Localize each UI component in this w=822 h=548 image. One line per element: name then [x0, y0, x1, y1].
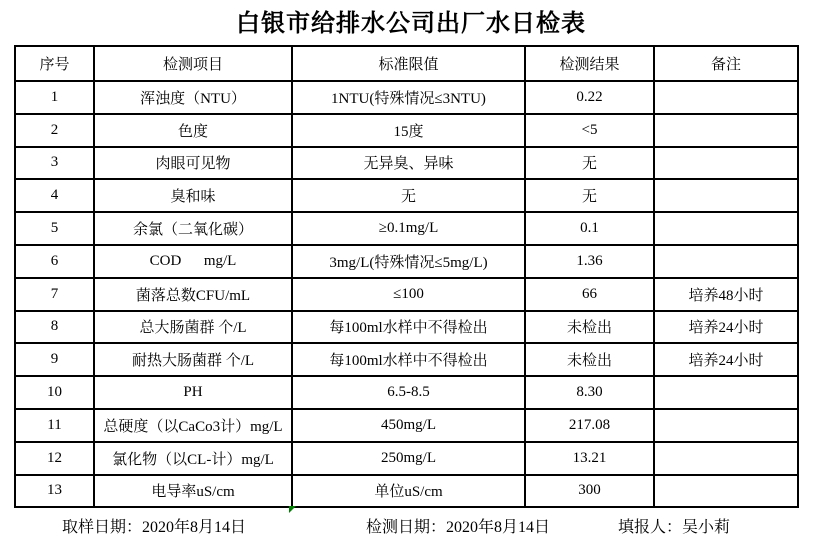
cell-serial[interactable]: 13 — [15, 475, 94, 508]
cell-remark[interactable] — [654, 81, 798, 114]
cell-serial[interactable]: 9 — [15, 343, 94, 376]
cell-result[interactable]: 217.08 — [525, 409, 654, 442]
cell-serial[interactable]: 1 — [15, 81, 94, 114]
cell-item[interactable]: 菌落总数CFU/mL — [94, 278, 292, 311]
cell-result[interactable]: <5 — [525, 114, 654, 147]
col-header-result[interactable]: 检测结果 — [525, 46, 654, 81]
cell-serial[interactable]: 7 — [15, 278, 94, 311]
cell-serial[interactable]: 3 — [15, 147, 94, 180]
table-row — [15, 343, 798, 376]
cell-item[interactable]: 臭和味 — [94, 179, 292, 212]
table-row — [15, 475, 798, 508]
cell-item[interactable]: 余氯（二氧化碳） — [94, 212, 292, 245]
table-row — [15, 245, 798, 278]
cell-item[interactable]: 色度 — [94, 114, 292, 147]
cell-serial[interactable]: 8 — [15, 311, 94, 344]
cell-remark[interactable] — [654, 376, 798, 409]
cell-limit[interactable]: 15度 — [292, 114, 525, 147]
table-row — [15, 278, 798, 311]
cell-result[interactable]: 300 — [525, 475, 654, 508]
cell-result[interactable]: 未检出 — [525, 343, 654, 376]
col-header-serial[interactable]: 序号 — [15, 46, 94, 81]
cell-limit[interactable]: 每100ml水样中不得检出 — [292, 311, 525, 344]
col-header-remark[interactable]: 备注 — [654, 46, 798, 81]
cell-item[interactable]: COD mg/L — [94, 245, 292, 278]
table-row — [15, 442, 798, 475]
cell-limit[interactable]: 450mg/L — [292, 409, 525, 442]
cell-limit[interactable]: 250mg/L — [292, 442, 525, 475]
table-row — [15, 147, 798, 180]
cell-limit[interactable]: 单位uS/cm — [292, 475, 525, 508]
cell-result[interactable]: 0.1 — [525, 212, 654, 245]
cell-result[interactable]: 66 — [525, 278, 654, 311]
table-row — [15, 81, 798, 114]
cell-serial[interactable]: 10 — [15, 376, 94, 409]
cell-limit[interactable]: ≥0.1mg/L — [292, 212, 525, 245]
cell-remark[interactable] — [654, 442, 798, 475]
cell-limit[interactable]: ≤100 — [292, 278, 525, 311]
cell-result[interactable]: 8.30 — [525, 376, 654, 409]
reporter-label: 填报人：吴小莉 — [618, 519, 731, 536]
table-row — [15, 114, 798, 147]
cell-remark[interactable]: 培养24小时 — [654, 343, 798, 376]
cell-item[interactable]: 总硬度（以CaCo3计）mg/L — [94, 409, 292, 442]
cell-result[interactable]: 13.21 — [525, 442, 654, 475]
cell-serial[interactable]: 2 — [15, 114, 94, 147]
cell-limit[interactable]: 无 — [292, 179, 525, 212]
cell-item[interactable]: 浑浊度（NTU） — [94, 81, 292, 114]
cell-result[interactable]: 未检出 — [525, 311, 654, 344]
col-header-limit[interactable]: 标准限值 — [292, 46, 525, 81]
cell-serial[interactable]: 12 — [15, 442, 94, 475]
cell-limit[interactable]: 6.5-8.5 — [292, 376, 525, 409]
table-row — [15, 179, 798, 212]
cell-remark[interactable] — [654, 212, 798, 245]
cell-serial[interactable]: 11 — [15, 409, 94, 442]
cell-item[interactable]: 电导率uS/cm — [94, 475, 292, 508]
sampling-date-label: 取样日期：2020年8月14日 — [62, 519, 247, 536]
cell-serial[interactable]: 6 — [15, 245, 94, 278]
col-header-item[interactable]: 检测项目 — [94, 46, 292, 81]
cell-remark[interactable] — [654, 114, 798, 147]
table-row — [15, 376, 798, 409]
page-title: 白银市给排水公司出厂水日检表 — [236, 11, 586, 37]
table-row — [15, 212, 798, 245]
cell-result[interactable]: 0.22 — [525, 81, 654, 114]
cell-remark[interactable]: 培养24小时 — [654, 311, 798, 344]
cell-result[interactable]: 无 — [525, 179, 654, 212]
footer-row — [0, 514, 822, 538]
cell-remark[interactable] — [654, 179, 798, 212]
cell-limit[interactable]: 1NTU(特殊情况≤3NTU) — [292, 81, 525, 114]
cell-limit[interactable]: 无异臭、异味 — [292, 147, 525, 180]
cell-item[interactable]: PH — [94, 376, 292, 409]
cell-item[interactable]: 氯化物（以CL-计）mg/L — [94, 442, 292, 475]
cell-limit[interactable]: 每100ml水样中不得检出 — [292, 343, 525, 376]
cell-item[interactable]: 肉眼可见物 — [94, 147, 292, 180]
cell-serial[interactable]: 5 — [15, 212, 94, 245]
table-row — [15, 311, 798, 344]
cell-remark[interactable]: 培养48小时 — [654, 278, 798, 311]
table-row — [15, 409, 798, 442]
cell-result[interactable]: 无 — [525, 147, 654, 180]
cell-remark[interactable] — [654, 475, 798, 508]
cell-remark[interactable] — [654, 147, 798, 180]
cell-serial[interactable]: 4 — [15, 179, 94, 212]
header-row — [15, 46, 798, 81]
cell-item[interactable]: 总大肠菌群 个/L — [94, 311, 292, 344]
cell-remark[interactable] — [654, 409, 798, 442]
cell-item[interactable]: 耐热大肠菌群 个/L — [94, 343, 292, 376]
cell-fill-indicator-icon — [289, 506, 296, 513]
cell-limit[interactable]: 3mg/L(特殊情况≤5mg/L) — [292, 245, 525, 278]
cell-result[interactable]: 1.36 — [525, 245, 654, 278]
cell-remark[interactable] — [654, 245, 798, 278]
testing-date-label: 检测日期：2020年8月14日 — [366, 519, 551, 536]
inspection-table — [14, 45, 799, 508]
